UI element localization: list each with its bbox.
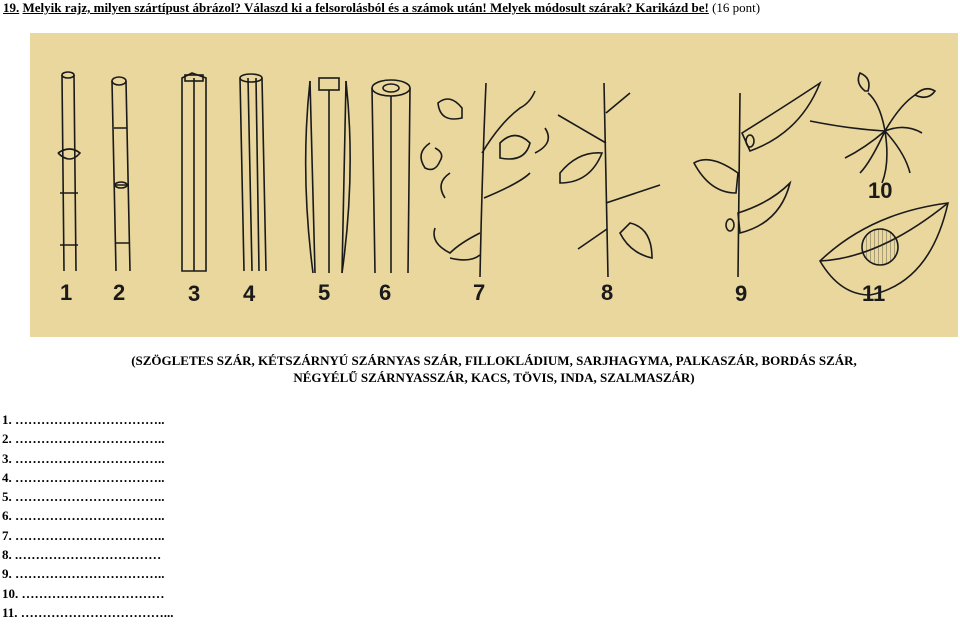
drawing-10-runner — [810, 73, 935, 183]
figure-label-1: 1 — [60, 280, 73, 305]
figure-label-8: 8 — [601, 280, 614, 305]
answer-line-8[interactable]: 8. .…………………………… — [2, 547, 162, 563]
figure-label-10: 10 — [868, 178, 893, 203]
question-heading — [3, 0, 760, 16]
answer-line-11[interactable]: 11. ……………………………... — [2, 604, 174, 620]
stem-drawings-svg — [30, 33, 958, 337]
question-text: Melyik rajz, milyen szártípust ábrázol? Válaszd ki a felsorolásból és a számok után! Melyek módosult szárak? Karikázd be! — [22, 0, 709, 15]
drawing-6-four-winged-stem — [372, 80, 410, 273]
answer-line-7[interactable]: 7. …………………………….. — [2, 527, 165, 543]
figure-label-7: 7 — [473, 280, 486, 305]
drawing-5-winged-stem — [306, 78, 351, 273]
drawing-4-ribbed-stem — [240, 74, 266, 271]
drawing-1-straw-stem — [58, 72, 80, 271]
figure-label-3: 3 — [188, 281, 201, 306]
question-number: 19. — [3, 0, 20, 15]
drawing-2-hollow-stem — [112, 77, 130, 271]
drawing-3-square-stem — [182, 73, 206, 271]
figure-label-6: 6 — [379, 280, 392, 305]
figure-label-5: 5 — [318, 280, 331, 305]
options-line-2: NÉGYÉLŰ SZÁRNYASSZÁR, KACS, TÖVIS, INDA, SZALMASZÁR) — [293, 370, 695, 385]
answer-line-6[interactable]: 6. …………………………….. — [2, 508, 165, 524]
figure-label-2: 2 — [113, 280, 126, 305]
answer-line-3[interactable]: 3. …………………………….. — [2, 450, 165, 466]
drawing-8-thorn-stem — [558, 83, 660, 277]
stem-types-illustration — [30, 33, 958, 337]
drawing-7-tendril-stem — [421, 83, 548, 277]
answer-line-4[interactable]: 4. …………………………….. — [2, 469, 165, 485]
drawing-9-phylloclade — [694, 83, 820, 277]
answer-line-10[interactable]: 10. …………………………… — [2, 585, 165, 601]
figure-label-4: 4 — [243, 281, 256, 306]
answer-line-2[interactable]: 2. …………………………….. — [2, 431, 165, 447]
answer-line-5[interactable]: 5. …………………………….. — [2, 489, 165, 505]
answer-lines — [2, 410, 174, 622]
question-points: (16 pont) — [712, 0, 761, 15]
figure-label-9: 9 — [735, 281, 748, 306]
answer-line-9[interactable]: 9. …………………………….. — [2, 566, 165, 582]
options-line-1: (SZÖGLETES SZÁR, KÉTSZÁRNYÚ SZÁRNYAS SZÁR, FILLOKLÁDIUM, SARJHAGYMA, PALKASZÁR, BORDÁS SZÁR, — [131, 353, 857, 368]
figure-label-11: 11 — [862, 281, 886, 306]
answer-line-1[interactable]: 1. …………………………….. — [2, 412, 165, 427]
